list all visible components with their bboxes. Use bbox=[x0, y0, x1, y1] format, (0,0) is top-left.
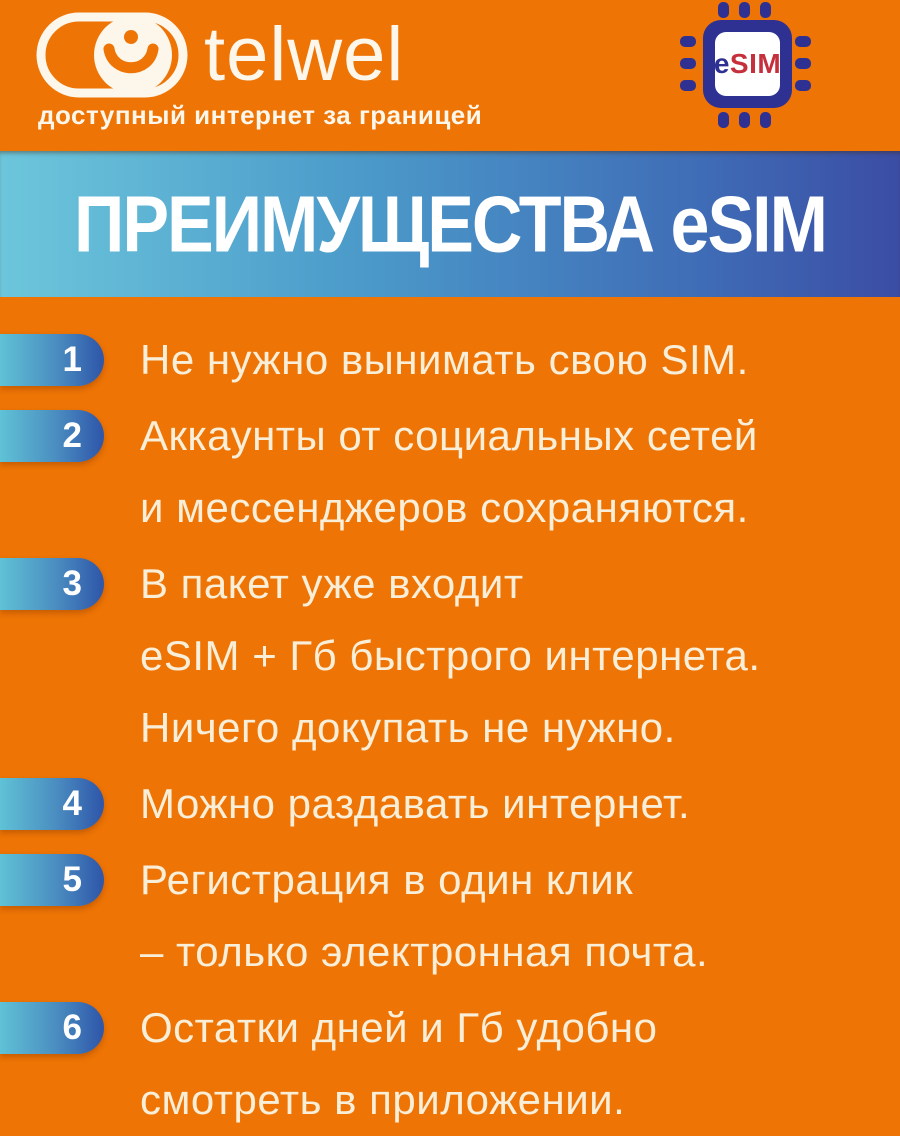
esim-chip-label-e: e bbox=[713, 48, 730, 79]
benefit-text bbox=[140, 844, 900, 988]
esim-chip-icon bbox=[678, 0, 813, 132]
benefit-number-badge bbox=[0, 778, 104, 830]
brand-tagline: доступный интернет за границей bbox=[38, 100, 483, 130]
benefit-line: Регистрация в один клик bbox=[140, 856, 634, 903]
benefit-item bbox=[0, 548, 900, 764]
benefit-line: Ничего докупать не нужно. bbox=[140, 704, 676, 751]
benefit-line: В пакет уже входит bbox=[140, 560, 524, 607]
benefit-line: смотреть в приложении. bbox=[140, 1076, 626, 1123]
benefit-text bbox=[140, 400, 900, 544]
benefit-number: 1 bbox=[62, 340, 82, 379]
benefit-number: 3 bbox=[62, 564, 82, 603]
benefit-number: 4 bbox=[62, 784, 82, 823]
benefit-number-badge bbox=[0, 410, 104, 462]
benefit-line: – только электронная почта. bbox=[140, 928, 709, 975]
benefit-line: Можно раздавать интернет. bbox=[140, 780, 691, 827]
benefit-line: и мессенджеров сохраняются. bbox=[140, 484, 749, 531]
page-title: ПРЕИМУЩЕСТВА eSIM bbox=[74, 179, 826, 269]
benefit-line: Не нужно вынимать свою SIM. bbox=[140, 336, 749, 383]
brand-name: telwel bbox=[204, 12, 405, 97]
brand-logo bbox=[36, 12, 404, 98]
benefit-text bbox=[140, 768, 900, 840]
benefit-text bbox=[140, 324, 900, 396]
benefit-item bbox=[0, 768, 900, 840]
benefit-text bbox=[140, 992, 900, 1136]
benefit-item bbox=[0, 844, 900, 988]
benefit-line: Остатки дней и Гб удобно bbox=[140, 1004, 658, 1051]
benefits-list bbox=[0, 324, 900, 1136]
benefit-item bbox=[0, 992, 900, 1136]
benefit-number-badge bbox=[0, 854, 104, 906]
benefit-number-badge bbox=[0, 334, 104, 386]
benefit-item bbox=[0, 400, 900, 544]
benefit-number: 2 bbox=[62, 416, 82, 455]
benefit-line: Аккаунты от социальных сетей bbox=[140, 412, 758, 459]
header bbox=[0, 0, 900, 151]
telwel-smiley-logo-icon bbox=[36, 12, 188, 98]
esim-chip-label bbox=[703, 20, 792, 108]
benefit-text bbox=[140, 548, 900, 764]
esim-chip-label-sim: SIM bbox=[729, 48, 782, 79]
benefit-number: 6 bbox=[62, 1008, 82, 1047]
title-banner bbox=[0, 151, 900, 297]
benefit-item bbox=[0, 324, 900, 396]
benefit-number-badge bbox=[0, 1002, 104, 1054]
benefit-number-badge bbox=[0, 558, 104, 610]
benefit-line: eSIM + Гб быстрого интернета. bbox=[140, 632, 761, 679]
benefit-number: 5 bbox=[62, 860, 82, 899]
